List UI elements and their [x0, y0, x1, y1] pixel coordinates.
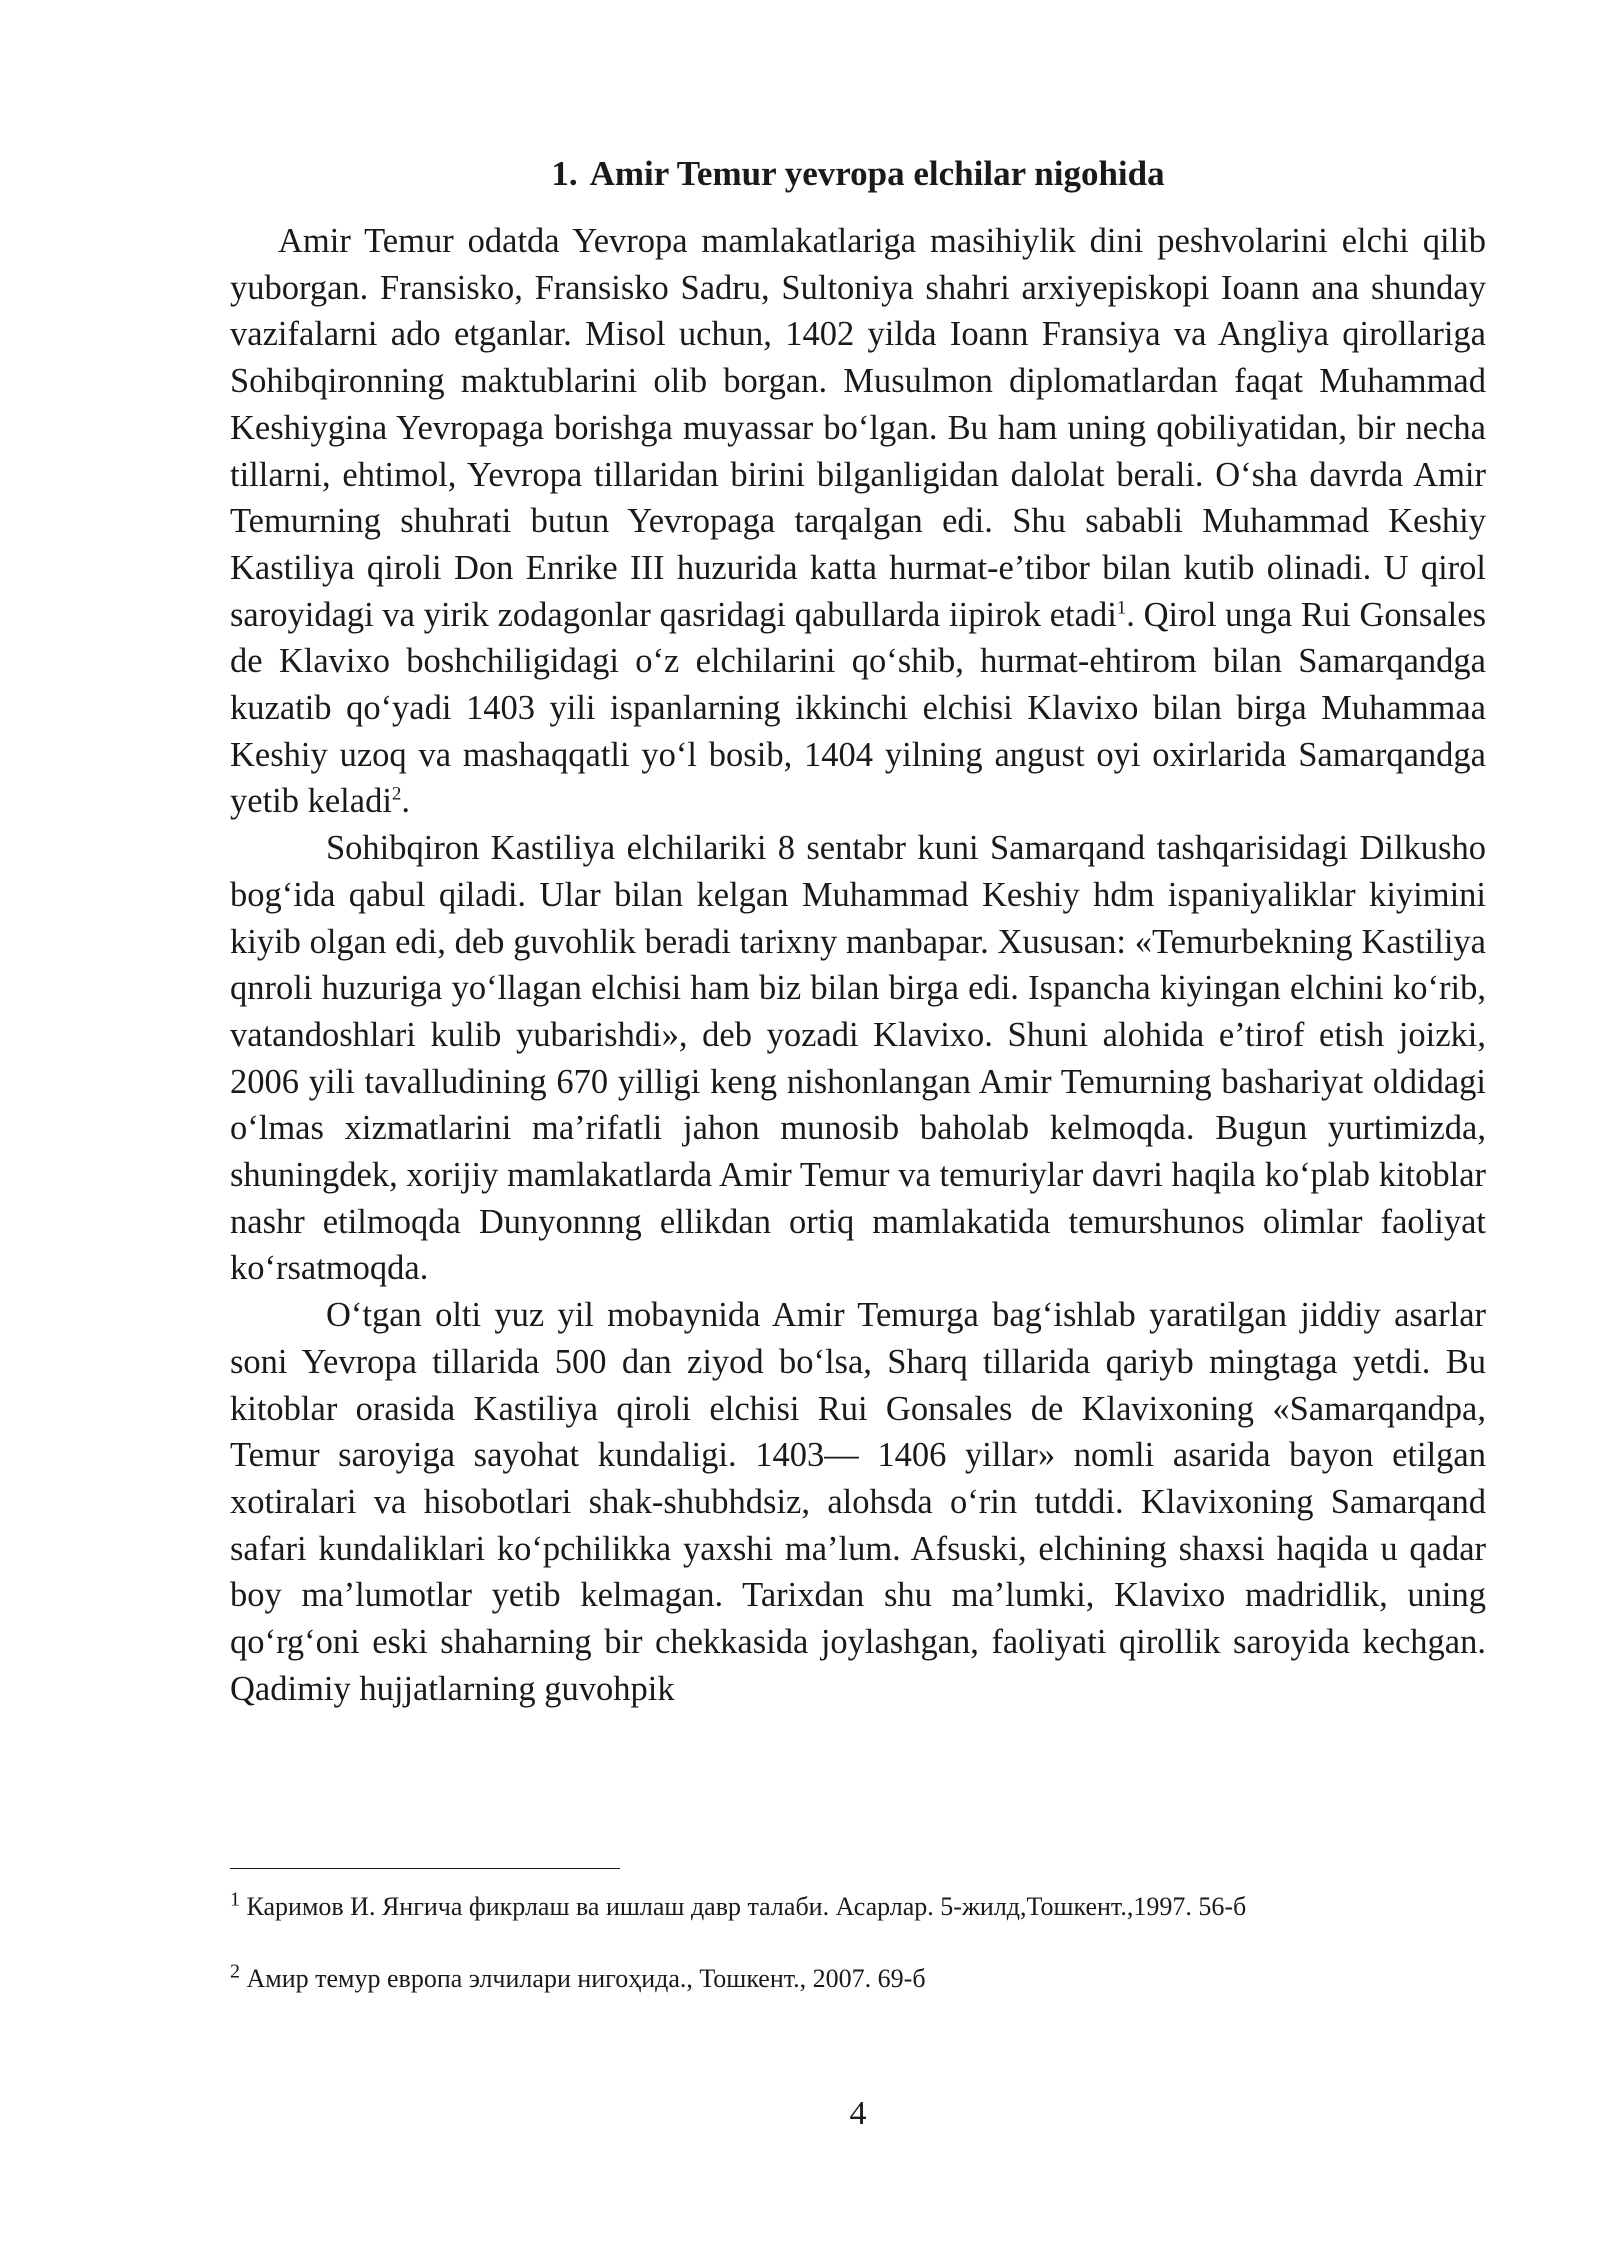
footnote-ref-2[interactable]: 2 — [391, 783, 402, 805]
section-heading — [230, 152, 1486, 196]
paragraph-1 — [230, 218, 1486, 825]
paragraph-1-part-b: . Qirol unga Rui Gonsales de Klavixo boshchiligidagi o‘z elchilarini qo‘shib, hurmat-ehtirom bilan Samarqandga kuzatib qo‘yadi 1403 yili ispanlarning ikkinchi elchisi Klavixo bilan birga Muhammaa Keshiy uzoq va mashaqqatli yo‘l bosib, 1404 yilning angust oyi oxirlarida Samarqandga yetib keladi — [230, 595, 1486, 821]
footnote-1-mark: 1 — [230, 1888, 240, 1911]
paragraph-2: Sohibqiron Kastiliya elchilariki 8 sentabr kuni Samarqand tashqarisidagi Dilkusho bog‘ida qabul qiladi. Ular bilan kelgan Muhammad Keshiy hdm ispaniyaliklar kiyimini kiyib olgan edi, deb guvohlik beradi tarixny manbapar. Xususan: «Temurbekning Kastiliya qnroli huzuriga yo‘llagan elchisi ham biz bilan birga edi. Ispancha kiyingan elchini ko‘rib, vatandoshlari kulib yubarishdi», deb yozadi Klavixo. Shuni alohida e’tirof etish joizki, 2006 yili tavalludining 670 yilligi keng nishonlangan Amir Temurning bashariyat oldidagi o‘lmas xizmatlarini ma’rifatli jahon munosib baholab kelmoqda. Bugun yurtimizda, shuningdek, xorijiy mamlakatlarda Amir Temur va temuriylar davri haqila ko‘plab kitoblar nashr etilmoqda Dunyonnng ellikdan ortiq mamlakatida temurshunos olimlar faoliyat ko‘rsatmoqda. — [230, 829, 1486, 1288]
paragraph-3: O‘tgan olti yuz yil mobaynida Amir Temurga bag‘ishlab yaratilgan jiddiy asarlar soni Yevropa tillarida 500 dan ziyod bo‘lsa, Sharq tillarida qariyb mingtaga yetdi. Bu kitoblar orasida Kastiliya qiroli elchisi Rui Gonsales de Klavixoning «Samarqandpa, Temur saroyiga sayohat kundaligi. 1403— 1406 yillar» nomli asarida bayon etilgan xotiralari va hisobotlari shak-shubhdsiz, alohsda o‘rin tutddi. Klavixoning Samarqand safari kundaliklari ko‘pchilikka yaxshi ma’lum. Afsuski, elchining shaxsi haqida u qadar boy ma’lumotlar yetib kelmagan. Tarixdan shu ma’lumki, Klavixo madridlik, uning qo‘rg‘oni eski shaharning bir chekkasida joylashgan, faoliyati qirollik saroyida kechgan. Qadimiy hujjatlarning guvohpik — [230, 1296, 1486, 1708]
footnote-ref-1[interactable]: 1 — [1116, 597, 1127, 619]
paragraph-1-part-c: . — [401, 782, 411, 821]
footnote-1 — [230, 1890, 1486, 1924]
footnote-2 — [230, 1962, 1486, 1996]
section-title: Amir Temur yevropa elchilar nigohida — [589, 154, 1165, 193]
footnote-divider — [230, 1868, 620, 1869]
footnote-2-text: Амир темур европа элчилари нигоҳида., Тошкент., 2007. 69-б — [246, 1964, 926, 1993]
body-text — [230, 218, 1486, 1713]
paragraph-1-part-a: Amir Temur odatda Yevropa mamlakatlariga masihiylik dini peshvolarini elchi qilib yuborgan. Fransisko, Fransisko Sadru, Sultoniya shahri arxiyepiskopi Ioann ana shunday vazifalarni ado etganlar. Misol uchun, 1402 yilda Ioann Fransiya va Angliya qirollariga Sohibqironning maktublarini olib borgan. Musulmon diplomatlardan faqat Muhammad Keshiygina Yevropaga borishga muyassar bo‘lgan. Bu ham uning qobiliyatidan, bir necha tillarni, ehtimol, Yevropa tillaridan birini bilganligidan dalolat berali. O‘sha davrda Amir Temurning shuhrati butun Yevropaga tarqalgan edi. Shu sababli Muhammad Keshiy Kastiliya qiroli Don Enrike III huzurida katta hurmat-e’tibor bilan kutib olinadi. U qirol saroyidagi va yirik zodagonlar qasridagi qabullarda iipirok etadi — [230, 222, 1486, 634]
footnote-2-mark: 2 — [230, 1960, 240, 1983]
footnote-1-text: Каримов И. Янгича фикрлаш ва ишлаш давр талаби. Асарлар. 5-жилд,Тошкент.,1997. 56-б — [246, 1892, 1247, 1921]
section-number: 1. — [551, 154, 578, 193]
page-number: 4 — [849, 2095, 867, 2132]
